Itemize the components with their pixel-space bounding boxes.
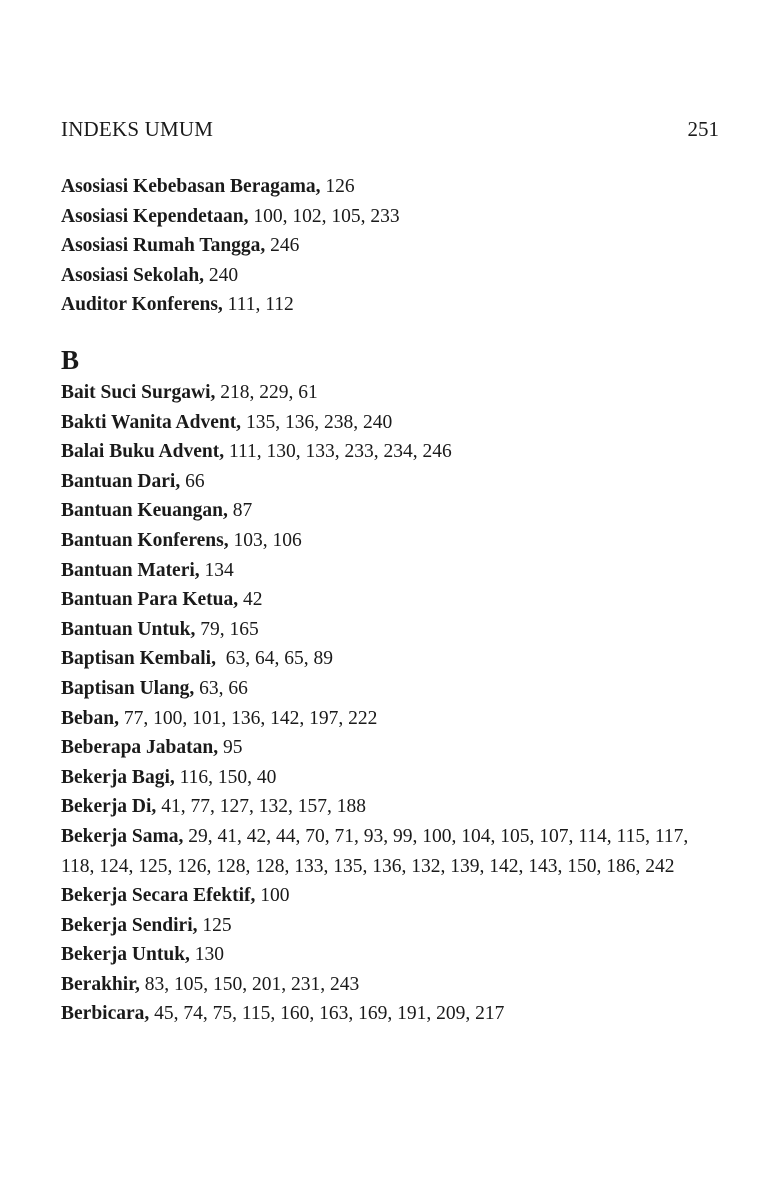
entry-pages: 45, 74, 75, 115, 160, 163, 169, 191, 209, 217	[149, 1003, 505, 1025]
entry-pages: 111, 130, 133, 233, 234, 246	[224, 441, 452, 463]
index-entry	[61, 911, 721, 941]
index-entry	[61, 172, 721, 202]
entry-term: Bekerja Secara Efektif,	[61, 885, 256, 907]
entry-pages: 63, 64, 65, 89	[215, 648, 333, 670]
running-header-title: INDEKS UMUM	[61, 117, 214, 141]
entry-pages: 116, 150, 40	[174, 766, 277, 788]
entry-term: Berbicara,	[61, 1003, 150, 1025]
index-entry	[61, 526, 721, 556]
entry-term: Bantuan Para Ketua,	[61, 589, 239, 611]
index-entry	[61, 704, 721, 734]
entry-pages: 126	[320, 176, 355, 197]
index-entry	[61, 585, 721, 615]
index-entry	[61, 674, 721, 704]
entry-term: Bantuan Keuangan,	[61, 500, 228, 522]
entry-term: Baptisan Ulang,	[61, 677, 195, 699]
entry-term: Bekerja Untuk,	[61, 944, 190, 966]
index-entries-a	[61, 172, 721, 320]
index-entry	[61, 881, 721, 911]
entry-pages: 87	[227, 500, 253, 522]
entry-pages: 83, 105, 150, 201, 231, 243	[139, 973, 360, 995]
entry-term: Bantuan Materi,	[61, 559, 200, 581]
entry-term: Bait Suci Surgawi,	[61, 382, 216, 403]
entry-pages: 103, 106	[228, 529, 302, 551]
entry-term: Bantuan Untuk,	[61, 618, 196, 640]
index-entry	[61, 408, 721, 438]
entry-pages: 42	[238, 589, 263, 611]
entry-pages: 100, 102, 105, 233	[248, 205, 400, 227]
index-entry	[61, 940, 721, 970]
page-number: 251	[687, 117, 719, 141]
entry-pages: 240	[204, 264, 239, 286]
entry-term: Asosiasi Kependetaan,	[61, 205, 249, 227]
entry-pages: 77, 100, 101, 136, 142, 197, 222	[118, 707, 378, 729]
entry-pages: 134	[199, 559, 234, 581]
entry-term: Beban,	[61, 707, 119, 729]
index-entry	[61, 290, 721, 320]
entry-term: Asosiasi Kebebasan Beragama,	[61, 176, 321, 197]
entry-term: Berakhir,	[61, 973, 140, 995]
index-entry	[61, 792, 721, 822]
entry-pages: 218, 229, 61	[215, 382, 318, 403]
entry-pages: 130	[189, 944, 225, 966]
index-entry	[61, 467, 721, 497]
index-entries-b	[61, 378, 721, 1029]
index-entry	[61, 822, 721, 881]
entry-term: Balai Buku Advent,	[61, 441, 225, 463]
index-entry	[61, 763, 721, 793]
index-entry	[61, 644, 721, 674]
entry-term: Bekerja Sendiri,	[61, 914, 198, 936]
entry-term: Bantuan Konferens,	[61, 529, 229, 551]
index-entry	[61, 970, 721, 1000]
index-entry	[61, 733, 721, 763]
index-entry	[61, 437, 721, 467]
entry-term: Bekerja Di,	[61, 796, 157, 818]
entry-pages: 100	[255, 885, 290, 907]
entry-term: Bantuan Dari,	[61, 470, 181, 492]
entry-pages: 79, 165	[195, 618, 259, 640]
index-entry	[61, 202, 721, 232]
entry-term: Asosiasi Sekolah,	[61, 264, 205, 286]
entry-pages: 29, 41, 42, 44, 70, 71, 93, 99, 100, 104, 105, 107, 114, 115, 117, 118, 124, 125, 126, 128, 128, 133, 135, 136, 132, 139, 142, 143, 150, 186, 242	[61, 825, 689, 877]
entry-pages: 125	[197, 914, 232, 936]
section-letter-heading: B	[61, 345, 80, 375]
entry-pages: 63, 66	[194, 677, 248, 699]
entry-pages: 246	[265, 235, 300, 257]
entry-term: Asosiasi Rumah Tangga,	[61, 235, 266, 257]
entry-term: Beberapa Jabatan,	[61, 737, 219, 759]
index-entry	[61, 261, 721, 291]
entry-term: Bekerja Bagi,	[61, 766, 175, 788]
entry-term: Baptisan Kembali,	[61, 648, 216, 670]
entry-pages: 135, 136, 238, 240	[241, 411, 393, 433]
entry-pages: 111, 112	[222, 294, 294, 316]
index-entry	[61, 999, 721, 1029]
index-entry	[61, 231, 721, 261]
entry-pages: 95	[218, 737, 243, 759]
index-entry	[61, 556, 721, 586]
index-entry	[61, 378, 721, 408]
entry-term: Bekerja Sama,	[61, 825, 184, 847]
index-entry	[61, 615, 721, 645]
entry-term: Auditor Konferens,	[61, 294, 223, 316]
entry-term: Bakti Wanita Advent,	[61, 411, 242, 433]
entry-pages: 41, 77, 127, 132, 157, 188	[156, 796, 366, 818]
index-entry	[61, 496, 721, 526]
entry-pages: 66	[180, 470, 205, 492]
